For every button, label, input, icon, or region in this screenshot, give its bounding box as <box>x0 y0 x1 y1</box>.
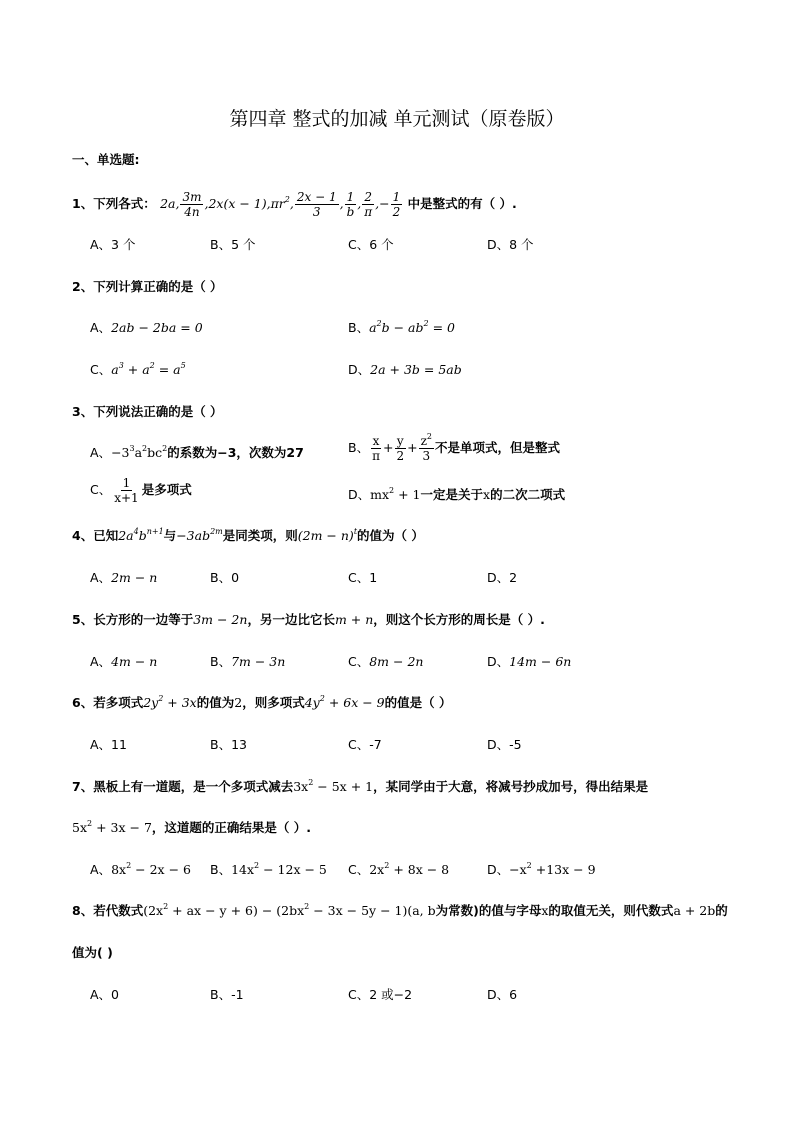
question-7-line-2: $5x^2 + 3x - 7$，这道题的正确结果是（ ）. <box>72 819 312 835</box>
q5-option-b[interactable]: B、7m − 3n <box>210 654 286 669</box>
q7-option-a[interactable]: A、$8x^2 - 2x - 6$ <box>90 861 191 877</box>
q7-option-c[interactable]: C、$2x^2 + 8x - 8$ <box>348 861 450 877</box>
q5-option-c[interactable]: C、8m − 2n <box>348 654 424 669</box>
question-2: 2、下列计算正确的是（ ） <box>72 279 223 294</box>
q2-option-c[interactable]: C、$a^3 + a^2 = a^5$ <box>90 361 186 377</box>
question-3: 3、下列说法正确的是（ ） <box>72 404 223 419</box>
q3-option-b[interactable]: B、 $\frac{x}{\pi}$ + $\frac{y}{2}$ + $\frac{z^2}{3}$ 不是单项式，但是整式 <box>348 432 561 463</box>
q4-option-c[interactable]: C、1 <box>348 570 378 585</box>
question-4: 4、已知$2a^4b^{n+1}$与$-3ab^{2m}$是同类项，则$(2m - n)^t$的值为（ ） <box>72 527 424 543</box>
question-1-prefix: 1、下列各式： <box>72 196 156 211</box>
q3-option-d[interactable]: D、$mx^2 + 1$一定是关于x的二次二项式 <box>348 486 566 502</box>
q2-option-a[interactable]: A、2ab − 2ba = 0 <box>90 320 203 335</box>
q3-option-a[interactable]: A、$-3^3a^2bc^2$的系数为−3，次数为27 <box>90 444 304 460</box>
q7-option-d[interactable]: D、$-x^2 +13x - 9$ <box>487 861 596 877</box>
question-8-line-1: 8、若代数式($2x^2$ + ax − $y + 6) - (2bx^2 - 3x - 5y - 1)(a$, b为常数)的值与字母x的取值无关，则代数式a + 2b的 <box>72 902 728 918</box>
q2-option-b[interactable]: B、$a^2b - ab^2 = 0$ <box>348 319 455 335</box>
q6-option-b[interactable]: B、13 <box>210 737 247 752</box>
q5-option-d[interactable]: D、14m − 6n <box>487 654 572 669</box>
section-heading: 一、单选题: <box>72 152 140 167</box>
q5-option-a[interactable]: A、4m − n <box>90 654 158 669</box>
q3-option-c[interactable]: C、 $\frac{1}{x+1}$ 是多项式 <box>90 476 192 505</box>
q1-option-c[interactable]: C、6 个 <box>348 237 394 252</box>
q7-option-b[interactable]: B、$14x^2 - 12x - 5$ <box>210 861 327 877</box>
q4-option-a[interactable]: A、2m − n <box>90 570 158 585</box>
question-8-line-2: 值为( ) <box>72 945 113 960</box>
q8-option-b[interactable]: B、-1 <box>210 987 244 1002</box>
q8-option-d[interactable]: D、6 <box>487 987 518 1002</box>
q6-option-a[interactable]: A、11 <box>90 737 127 752</box>
q1-option-a[interactable]: A、3 个 <box>90 237 136 252</box>
q8-option-a[interactable]: A、0 <box>90 987 120 1002</box>
q2-option-d[interactable]: D、2a + 3b = 5ab <box>348 362 462 377</box>
q6-option-d[interactable]: D、-5 <box>487 737 522 752</box>
question-7-line-1: 7、黑板上有一道题，是一个多项式减去$3x^2 - 5x + 1$，某同学由于大意，将减号抄成加号，得出结果是 <box>72 778 649 794</box>
question-1 <box>72 190 517 219</box>
q8-option-c[interactable]: C、2 或−2 <box>348 987 413 1002</box>
page-title: 第四章 整式的加减 单元测试（原卷版） <box>229 108 565 130</box>
q1-option-b[interactable]: B、5 个 <box>210 237 256 252</box>
question-5: 5、长方形的一边等于3m − 2n，另一边比它长m + n，则这个长方形的周长是（ ）. <box>72 612 545 627</box>
q4-option-d[interactable]: D、2 <box>487 570 518 585</box>
q4-option-b[interactable]: B、0 <box>210 570 240 585</box>
question-6: 6、若多项式$2y^2 + 3x$的值为2，则多项式$4y^2 + 6x - 9$的值是（ ） <box>72 694 452 710</box>
question-1-suffix: 中是整式的有（ ）. <box>407 196 517 211</box>
question-1-expression: 2a, $\frac{3m}{4n}$ $,2x(x - 1),\pi r^2$, $\frac{2x - 1}{3}$ , $\frac{1}{b}$ , $\frac{2}{\pi}$ ,− $\frac{1}{2}$ <box>160 190 401 219</box>
q6-option-c[interactable]: C、-7 <box>348 737 382 752</box>
q1-option-d[interactable]: D、8 个 <box>487 237 534 252</box>
